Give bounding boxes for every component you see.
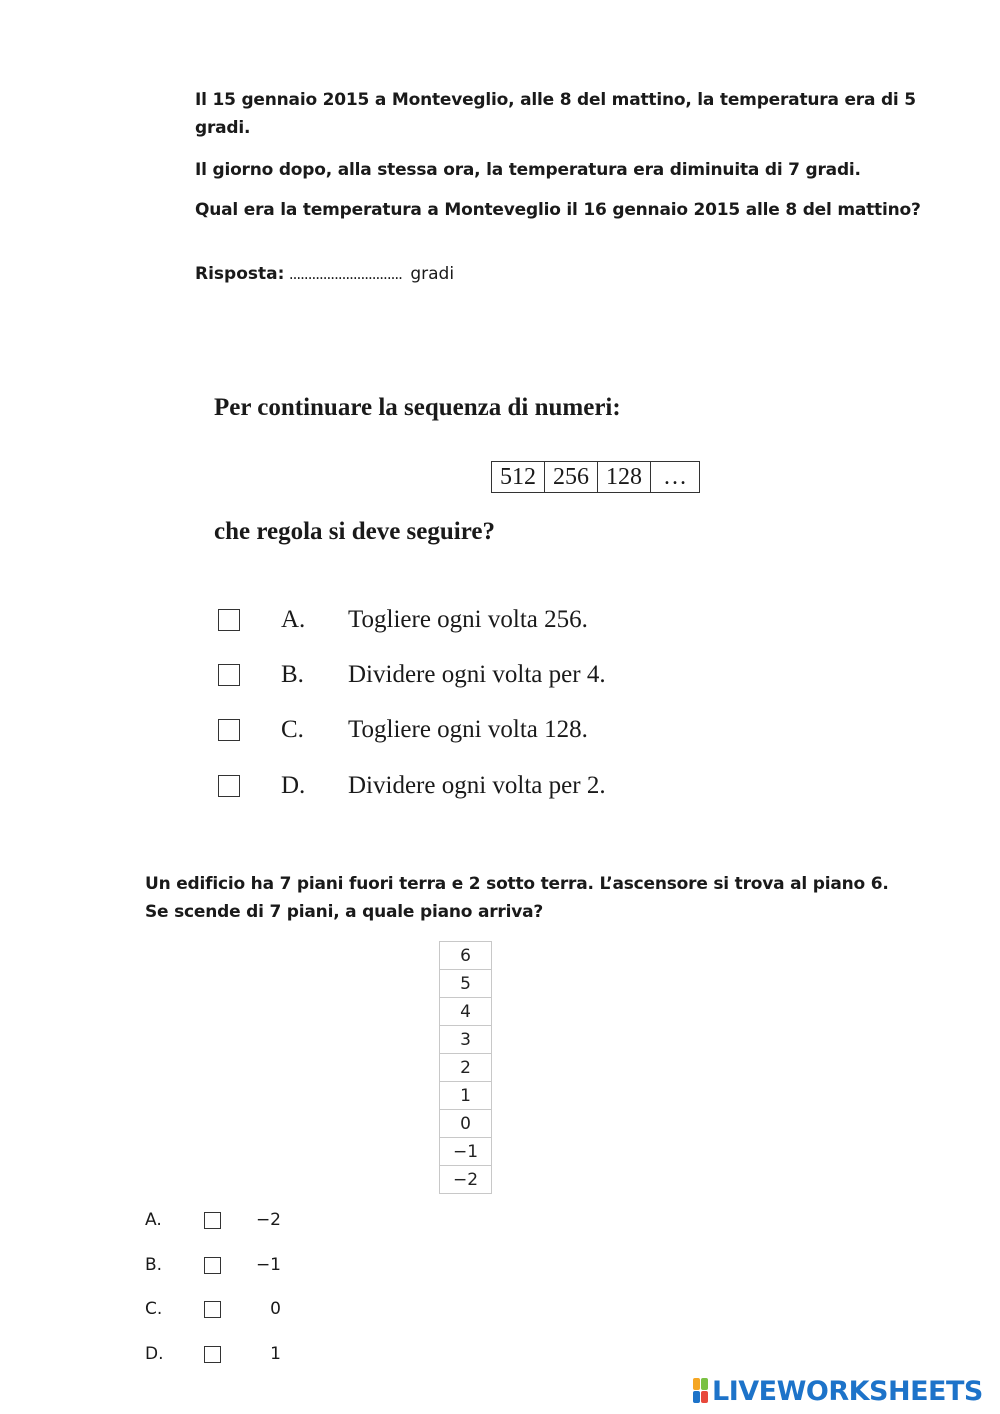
option-letter: D.: [281, 772, 306, 799]
option-letter: C.: [281, 716, 304, 743]
logo-icon: [693, 1378, 709, 1404]
floor-cell: 1: [440, 1082, 492, 1110]
answer-field[interactable]: ..............................: [288, 265, 402, 283]
checkbox[interactable]: [204, 1346, 221, 1363]
floor-cell: 3: [440, 1026, 492, 1054]
option-letter: A.: [145, 1210, 162, 1230]
question-3: [145, 870, 945, 926]
option-value: 0: [270, 1299, 281, 1319]
sequence-cell: 128: [598, 462, 651, 493]
question-1: [195, 86, 955, 224]
option-text: Togliere ogni volta 128.: [348, 716, 588, 743]
option-text: Dividere ogni volta per 4.: [348, 661, 606, 688]
option-letter: A.: [281, 606, 306, 633]
floor-cell: 5: [440, 970, 492, 998]
checkbox[interactable]: [218, 609, 240, 631]
option-letter: C.: [145, 1299, 163, 1319]
q2-question: che regola si deve seguire?: [214, 518, 495, 545]
floor-cell: 4: [440, 998, 492, 1026]
sequence-cell: …: [651, 462, 700, 493]
sequence-cell: 512: [492, 462, 545, 493]
floors-table: [439, 941, 492, 1194]
option-value: −1: [255, 1255, 281, 1275]
floor-cell: 0: [440, 1110, 492, 1138]
checkbox[interactable]: [204, 1212, 221, 1229]
q1-answer-row: [195, 264, 454, 284]
answer-unit: gradi: [410, 264, 455, 284]
logo-text: LIVEWORKSHEETS: [712, 1375, 983, 1407]
option-value: −2: [255, 1210, 281, 1230]
checkbox[interactable]: [218, 664, 240, 686]
floor-cell: 2: [440, 1054, 492, 1082]
checkbox[interactable]: [218, 719, 240, 741]
floor-cell: −1: [440, 1138, 492, 1166]
checkbox[interactable]: [218, 775, 240, 797]
option-letter: D.: [145, 1344, 164, 1364]
q2-title: Per continuare la sequenza di numeri:: [214, 394, 621, 421]
q1-line3: Qual era la temperatura a Monteveglio il 16 gennaio 2015 alle 8 del mattino?: [195, 200, 921, 220]
q1-line1: Il 15 gennaio 2015 a Monteveglio, alle 8 del mattino, la temperatura era di 5 gradi.: [195, 90, 916, 138]
sequence-cell: 256: [545, 462, 598, 493]
sequence-table: [491, 461, 700, 493]
liveworksheets-logo: [693, 1374, 983, 1408]
option-value: 1: [270, 1344, 281, 1364]
option-text: Togliere ogni volta 256.: [348, 606, 588, 633]
checkbox[interactable]: [204, 1257, 221, 1274]
floor-cell: 6: [440, 942, 492, 970]
answer-label: Risposta:: [195, 264, 285, 284]
option-letter: B.: [145, 1255, 163, 1275]
checkbox[interactable]: [204, 1301, 221, 1318]
q3-line1: Un edificio ha 7 piani fuori terra e 2 sotto terra. L’ascensore si trova al piano 6.: [145, 874, 889, 894]
floor-cell: −2: [440, 1166, 492, 1194]
option-text: Dividere ogni volta per 2.: [348, 772, 606, 799]
q3-line2: Se scende di 7 piani, a quale piano arriva?: [145, 902, 544, 922]
option-letter: B.: [281, 661, 304, 688]
q1-line2: Il giorno dopo, alla stessa ora, la temperatura era diminuita di 7 gradi.: [195, 160, 861, 180]
